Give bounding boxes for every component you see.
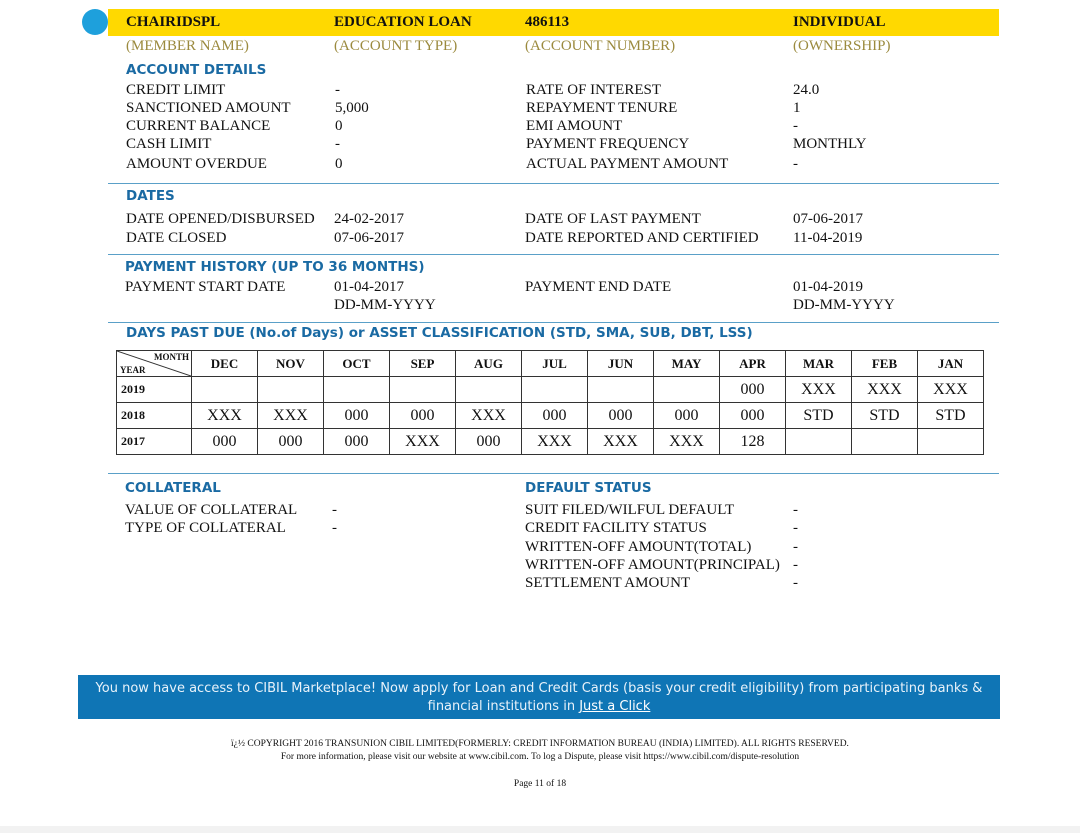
repayment-tenure-label: REPAYMENT TENURE [526, 100, 678, 116]
corner-month-label: MONTH [154, 352, 189, 362]
dpd-cell: 000 [720, 403, 786, 429]
credit-facility-status-value: - [793, 520, 798, 536]
date-reported-value: 11-04-2019 [793, 230, 863, 246]
bottom-strip [0, 826, 1080, 833]
month-header: MAR [786, 351, 852, 377]
collateral-type-label: TYPE OF COLLATERAL [125, 520, 286, 536]
actual-payment-amount-label: ACTUAL PAYMENT AMOUNT [526, 156, 729, 172]
payment-frequency-label: PAYMENT FREQUENCY [526, 136, 690, 152]
cash-limit-label: CASH LIMIT [126, 136, 212, 152]
ownership-label: (OWNERSHIP) [793, 38, 891, 54]
month-year-corner [117, 351, 192, 377]
dpd-cell [258, 377, 324, 403]
divider [108, 254, 999, 255]
dates-title: DATES [126, 188, 175, 204]
payment-start-format: DD-MM-YYYY [334, 297, 436, 313]
month-header: MAY [654, 351, 720, 377]
dpd-cell: XXX [390, 429, 456, 455]
cash-limit-value: - [335, 136, 340, 152]
date-reported-label: DATE REPORTED AND CERTIFIED [525, 230, 759, 246]
dpd-cell: XXX [522, 429, 588, 455]
emi-amount-value: - [793, 118, 798, 134]
collateral-value-label: VALUE OF COLLATERAL [125, 502, 298, 518]
dpd-cell: XXX [456, 403, 522, 429]
dpd-cell: XXX [654, 429, 720, 455]
dpd-cell [456, 377, 522, 403]
payment-start-label: PAYMENT START DATE [125, 279, 286, 295]
dpd-header-row [117, 351, 984, 377]
credit-limit-label: CREDIT LIMIT [126, 82, 226, 98]
written-off-principal-value: - [793, 557, 798, 573]
amount-overdue-label: AMOUNT OVERDUE [126, 156, 267, 172]
suit-filed-label: SUIT FILED/WILFUL DEFAULT [525, 502, 735, 518]
written-off-total-value: - [793, 539, 798, 555]
sanctioned-amount-value: 5,000 [335, 100, 369, 116]
date-opened-value: 24-02-2017 [334, 211, 404, 227]
banner-line-2-text: financial institutions in [427, 699, 580, 714]
dpd-cell [390, 377, 456, 403]
table-row [117, 377, 984, 403]
dpd-cell: 000 [588, 403, 654, 429]
amount-overdue-value: 0 [335, 156, 343, 172]
month-header: JAN [918, 351, 984, 377]
current-balance-value: 0 [335, 118, 343, 134]
payment-start-value: 01-04-2017 [334, 279, 404, 295]
rate-of-interest-value: 24.0 [793, 82, 820, 98]
repayment-tenure-value: 1 [793, 100, 801, 116]
table-row [117, 403, 984, 429]
payment-end-format: DD-MM-YYYY [793, 297, 895, 313]
month-header: APR [720, 351, 786, 377]
dpd-cell: XXX [918, 377, 984, 403]
divider [108, 473, 999, 474]
dpd-cell: STD [918, 403, 984, 429]
dpd-cell: XXX [192, 403, 258, 429]
payment-end-label: PAYMENT END DATE [525, 279, 672, 295]
year-cell: 2017 [117, 429, 192, 455]
footer-info-text: For more information, please visit our website at www.cibil.com. To log a Dispute, please visit https://www.cibil.com/dispute-resolution [280, 752, 800, 762]
banner-line-2 [78, 698, 1000, 716]
account-bullet-icon [82, 9, 108, 35]
dpd-cell: XXX [588, 429, 654, 455]
collateral-type-value: - [332, 520, 337, 536]
dpd-cell: 000 [324, 429, 390, 455]
dpd-cell: STD [786, 403, 852, 429]
account-number-label: (ACCOUNT NUMBER) [525, 38, 676, 54]
corner-year-label: YEAR [120, 365, 146, 375]
year-cell: 2019 [117, 377, 192, 403]
page-number: Page 11 of 18 [513, 779, 567, 789]
banner-line-1: You now have access to CIBIL Marketplace! Now apply for Loan and Credit Cards (basis your credit eligibility) from participating banks & [95, 681, 983, 696]
current-balance-label: CURRENT BALANCE [126, 118, 271, 134]
credit-facility-status-label: CREDIT FACILITY STATUS [525, 520, 707, 536]
date-last-payment-label: DATE OF LAST PAYMENT [525, 211, 701, 227]
ownership: INDIVIDUAL [793, 14, 886, 30]
account-type: EDUCATION LOAN [334, 14, 472, 30]
account-type-label: (ACCOUNT TYPE) [334, 38, 458, 54]
sanctioned-amount-label: SANCTIONED AMOUNT [126, 100, 291, 116]
rate-of-interest-label: RATE OF INTEREST [526, 82, 661, 98]
divider [108, 183, 999, 184]
date-closed-label: DATE CLOSED [126, 230, 227, 246]
payment-end-value: 01-04-2019 [793, 279, 863, 295]
dpd-title: DAYS PAST DUE (No.of Days) or ASSET CLASSIFICATION (STD, SMA, SUB, DBT, LSS) [126, 325, 753, 341]
suit-filed-value: - [793, 502, 798, 518]
member-name: CHAIRIDSPL [126, 14, 221, 30]
written-off-total-label: WRITTEN-OFF AMOUNT(TOTAL) [525, 539, 752, 555]
dpd-table [116, 350, 984, 455]
marketplace-banner [78, 675, 1000, 719]
dpd-cell: 000 [654, 403, 720, 429]
dpd-cell [192, 377, 258, 403]
date-opened-label: DATE OPENED/DISBURSED [126, 211, 315, 227]
dpd-cell: 000 [390, 403, 456, 429]
written-off-principal-label: WRITTEN-OFF AMOUNT(PRINCIPAL) [525, 557, 780, 573]
dpd-cell [918, 429, 984, 455]
emi-amount-label: EMI AMOUNT [526, 118, 623, 134]
dpd-cell: XXX [258, 403, 324, 429]
dpd-cell [654, 377, 720, 403]
account-details-title: ACCOUNT DETAILS [126, 62, 267, 78]
settlement-amount-value: - [793, 575, 798, 591]
month-header: OCT [324, 351, 390, 377]
date-closed-value: 07-06-2017 [334, 230, 404, 246]
dpd-cell: 128 [720, 429, 786, 455]
month-header: JUL [522, 351, 588, 377]
dpd-cell: 000 [720, 377, 786, 403]
year-cell: 2018 [117, 403, 192, 429]
month-header: SEP [390, 351, 456, 377]
month-header: DEC [192, 351, 258, 377]
dpd-cell: 000 [324, 403, 390, 429]
dpd-cell: XXX [852, 377, 918, 403]
payment-history-title: PAYMENT HISTORY (UP TO 36 MONTHS) [125, 259, 425, 275]
dpd-cell: 000 [258, 429, 324, 455]
dpd-cell [786, 429, 852, 455]
month-header: FEB [852, 351, 918, 377]
copyright-text: ï¿½ COPYRIGHT 2016 TRANSUNION CIBIL LIMITED(FORMERLY: CREDIT INFORMATION BUREAU (INDIA) LIMITED). ALL RIGHTS RESERVED. [231, 739, 849, 749]
dpd-cell: STD [852, 403, 918, 429]
actual-payment-amount-value: - [793, 156, 798, 172]
dpd-cell: 000 [192, 429, 258, 455]
just-a-click-link[interactable]: Just a Click [579, 699, 651, 714]
dpd-cell: 000 [456, 429, 522, 455]
month-header: JUN [588, 351, 654, 377]
dpd-cell: XXX [786, 377, 852, 403]
month-header: AUG [456, 351, 522, 377]
account-number: 486113 [525, 14, 570, 30]
collateral-value-value: - [332, 502, 337, 518]
dpd-cell: 000 [522, 403, 588, 429]
default-status-title: DEFAULT STATUS [525, 480, 652, 496]
dpd-cell [852, 429, 918, 455]
divider [108, 322, 999, 323]
member-name-label: (MEMBER NAME) [126, 38, 249, 54]
date-last-payment-value: 07-06-2017 [793, 211, 863, 227]
dpd-cell [522, 377, 588, 403]
table-row [117, 429, 984, 455]
dpd-cell [588, 377, 654, 403]
collateral-title: COLLATERAL [125, 480, 221, 496]
settlement-amount-label: SETTLEMENT AMOUNT [525, 575, 691, 591]
payment-frequency-value: MONTHLY [793, 136, 867, 152]
dpd-cell [324, 377, 390, 403]
credit-limit-value: - [335, 82, 340, 98]
month-header: NOV [258, 351, 324, 377]
